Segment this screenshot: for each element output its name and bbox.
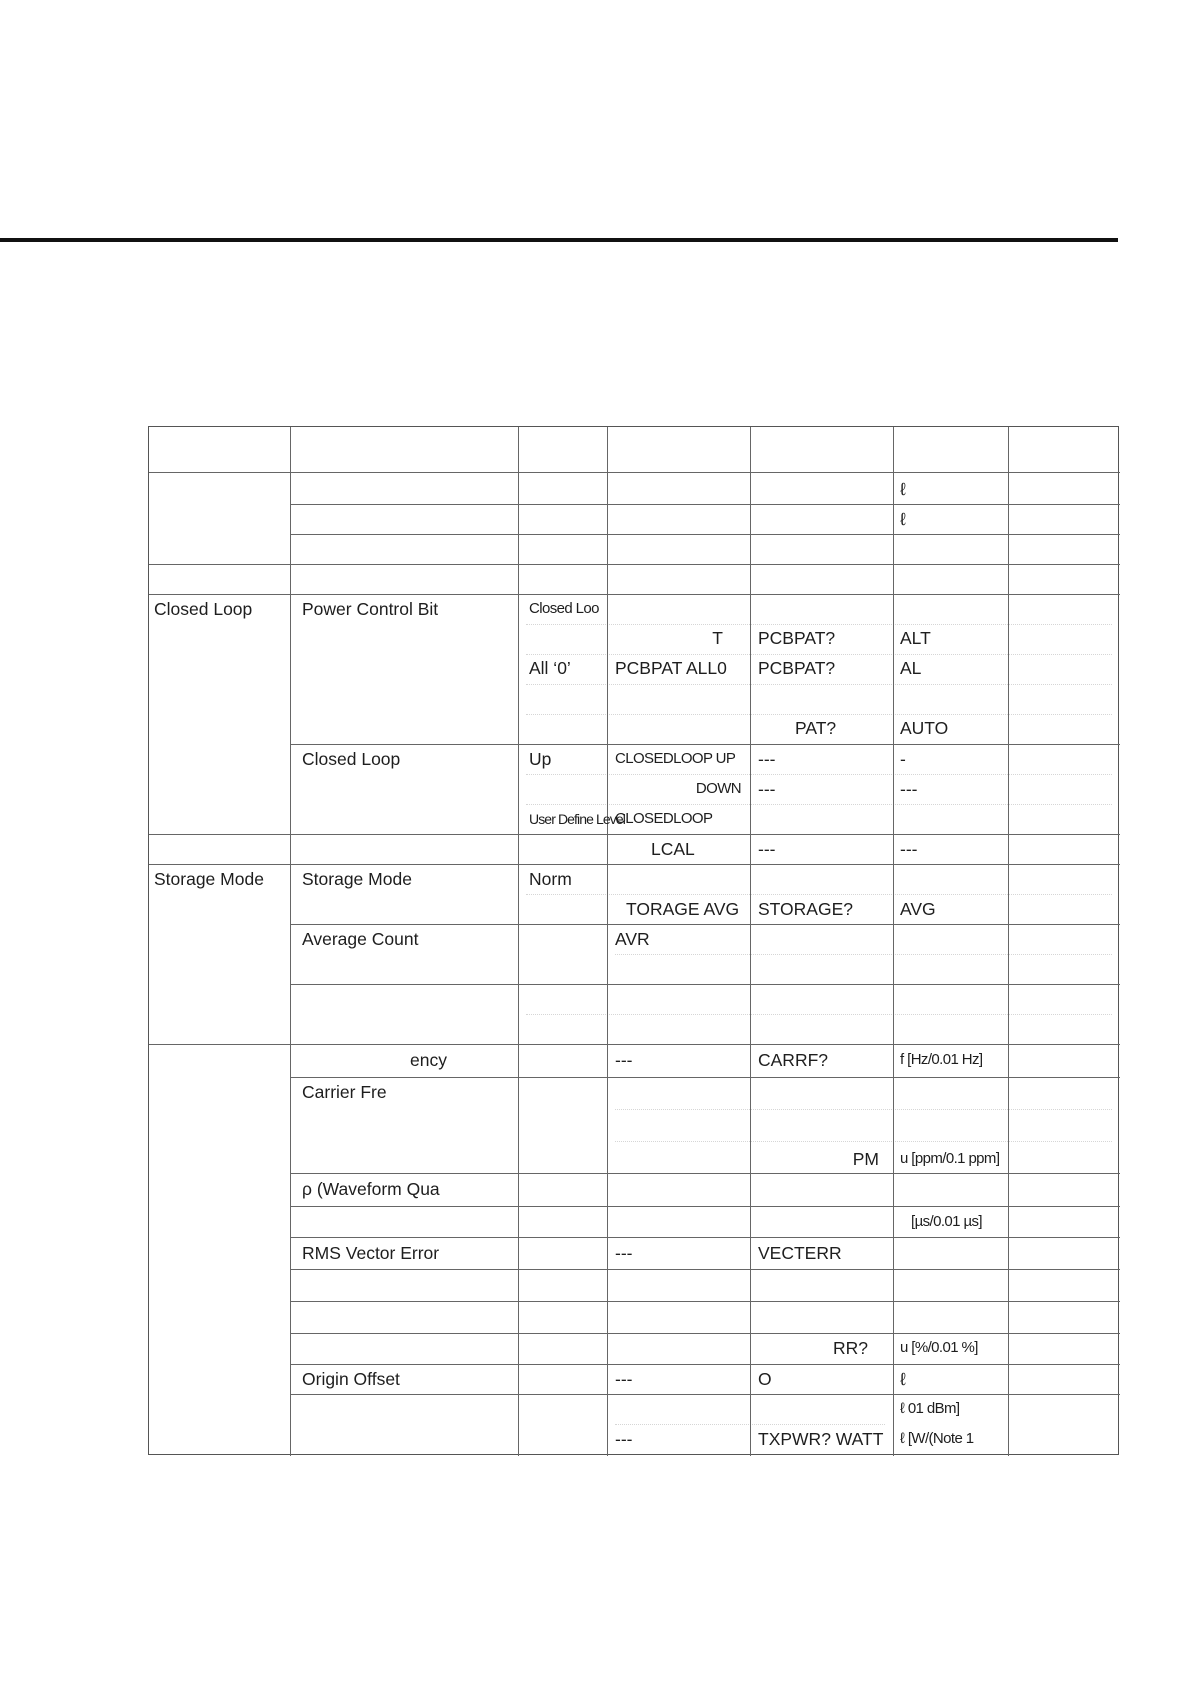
table-cell-r7-c6: AL	[900, 658, 922, 678]
table-cell-r16-c2: Average Count	[302, 929, 419, 949]
table-subrow-divider	[526, 714, 1112, 715]
table-cell-r29-c4: ---	[615, 1429, 633, 1449]
table-cell-r10-c4: CLOSEDLOOP UP	[615, 750, 736, 767]
table-column-divider	[290, 427, 291, 1456]
table-cell-r10-c2: Closed Loop	[302, 749, 401, 769]
table-cell-r27-c4: ---	[615, 1369, 633, 1389]
table-column-divider	[750, 427, 751, 1456]
table-row-divider	[290, 504, 1120, 505]
table-cell-r14-c3: Norm	[529, 869, 572, 889]
table-cell-r7-c4: PCBPAT ALL0	[615, 658, 727, 678]
table-cell-r9-c5: PAT?	[795, 718, 837, 738]
table-subrow-divider	[526, 654, 1112, 655]
table-row-divider	[290, 1173, 1120, 1174]
table-cell-r11-c5: ---	[758, 779, 776, 799]
table-row-divider	[290, 744, 1120, 745]
table-row-divider	[149, 864, 1120, 865]
table-cell-r14-c1: Storage Mode	[154, 869, 264, 889]
table-subrow-divider	[526, 894, 1112, 895]
table-row-divider	[149, 1044, 1120, 1045]
table-cell-r5-c2: Power Control Bit	[302, 599, 439, 619]
table-row-divider	[149, 834, 1120, 835]
table-cell-r15-c6: AVG	[900, 899, 936, 919]
table-cell-r11-c4: DOWN	[695, 780, 741, 797]
table-cell-r27-c2: Origin Offset	[302, 1369, 400, 1389]
table-cell-r22-c6: [µs/0.01 µs]	[911, 1213, 982, 1230]
table-cell-r10-c6: -	[900, 749, 906, 769]
table-cell-r2-c6: ℓ	[900, 479, 906, 499]
table-cell-r27-c5: O	[758, 1369, 772, 1389]
remote-command-table	[148, 426, 1119, 1455]
table-row-divider	[290, 984, 1120, 985]
table-cell-r6-c6: ALT	[900, 628, 931, 648]
table-cell-r13-c4: LCAL	[651, 839, 695, 859]
table-row-divider	[290, 1301, 1120, 1302]
table-cell-r7-c5: PCBPAT?	[758, 658, 836, 678]
table-cell-r11-c6: ---	[900, 779, 918, 799]
table-cell-r18-c4: ---	[615, 1050, 633, 1070]
table-subrow-divider	[526, 624, 1112, 625]
table-cell-r29-c5: TXPWR? WATT	[758, 1429, 884, 1449]
table-cell-r27-c6: ℓ	[900, 1369, 906, 1389]
table-column-divider	[1008, 427, 1009, 1456]
table-cell-r10-c3: Up	[529, 749, 552, 769]
table-subrow-divider	[526, 1014, 1112, 1015]
table-cell-r14-c2: Storage Mode	[302, 869, 412, 889]
table-row-divider	[149, 472, 1120, 473]
table-row-divider	[290, 1077, 1120, 1078]
table-subrow-divider	[615, 1141, 1112, 1142]
table-cell-r12-c4: CLOSEDLOOP	[615, 810, 713, 827]
table-row-divider	[290, 1237, 1120, 1238]
table-cell-r13-c6: ---	[900, 839, 918, 859]
table-cell-r29-c6: ℓ [W/(Note 1	[900, 1430, 974, 1447]
table-cell-r3-c6: ℓ	[900, 509, 906, 529]
table-column-divider	[607, 427, 608, 1456]
table-cell-r5-c3: Closed Loo	[529, 600, 599, 617]
table-cell-r10-c5: ---	[758, 749, 776, 769]
table-cell-r18-c6: f [Hz/0.01 Hz]	[900, 1051, 983, 1068]
table-cell-r15-c4: TORAGE AVG	[626, 899, 740, 919]
header-rule	[0, 238, 1118, 242]
table-row-divider	[290, 1364, 1120, 1365]
table-row-divider	[290, 1269, 1120, 1270]
table-cell-r16-c4: AVR	[615, 929, 650, 949]
table-cell-r5-c1: Closed Loop	[154, 599, 253, 619]
table-column-divider	[518, 427, 519, 1456]
table-subrow-divider	[615, 1109, 1112, 1110]
table-row-divider	[290, 534, 1120, 535]
table-cell-r18-c5: CARRF?	[758, 1050, 829, 1070]
table-cell-r20-c6: u [ppm/0.1 ppm]	[900, 1150, 1000, 1167]
table-row-divider	[290, 1394, 1120, 1395]
table-cell-r19-c2: Carrier Fre	[302, 1082, 387, 1102]
table-subrow-divider	[615, 954, 1112, 955]
table-row-divider	[290, 924, 1120, 925]
table-cell-r26-c5: RR?	[832, 1338, 868, 1358]
table-cell-r26-c6: u [%/0.01 %]	[900, 1339, 978, 1356]
table-cell-r12-c3: User Define Level	[529, 811, 625, 827]
table-row-divider	[149, 594, 1120, 595]
table-cell-r9-c6: AUTO	[900, 718, 949, 738]
table-column-divider	[893, 427, 894, 1456]
table-subrow-divider	[526, 774, 1112, 775]
table-cell-r23-c5: VECTERR	[758, 1243, 842, 1263]
table-cell-r6-c4: T	[712, 628, 723, 648]
table-cell-r15-c5: STORAGE?	[758, 899, 853, 919]
table-cell-r23-c4: ---	[615, 1243, 633, 1263]
table-cell-r18-c2: ency	[410, 1050, 447, 1070]
table-cell-r20-c5: PM	[852, 1149, 879, 1169]
table-cell-r21-c2: ρ (Waveform Qua	[302, 1179, 440, 1199]
table-cell-r28-c6: ℓ 01 dBm]	[900, 1400, 960, 1417]
table-subrow-divider	[526, 684, 1112, 685]
table-subrow-divider	[526, 804, 1112, 805]
table-cell-r6-c5: PCBPAT?	[758, 628, 836, 648]
table-cell-r23-c2: RMS Vector Error	[302, 1243, 440, 1263]
table-row-divider	[290, 1333, 1120, 1334]
table-row-divider	[149, 564, 1120, 565]
table-row-divider	[290, 1206, 1120, 1207]
table-cell-r7-c3: All ‘0’	[529, 658, 571, 678]
table-cell-r13-c5: ---	[758, 839, 776, 859]
